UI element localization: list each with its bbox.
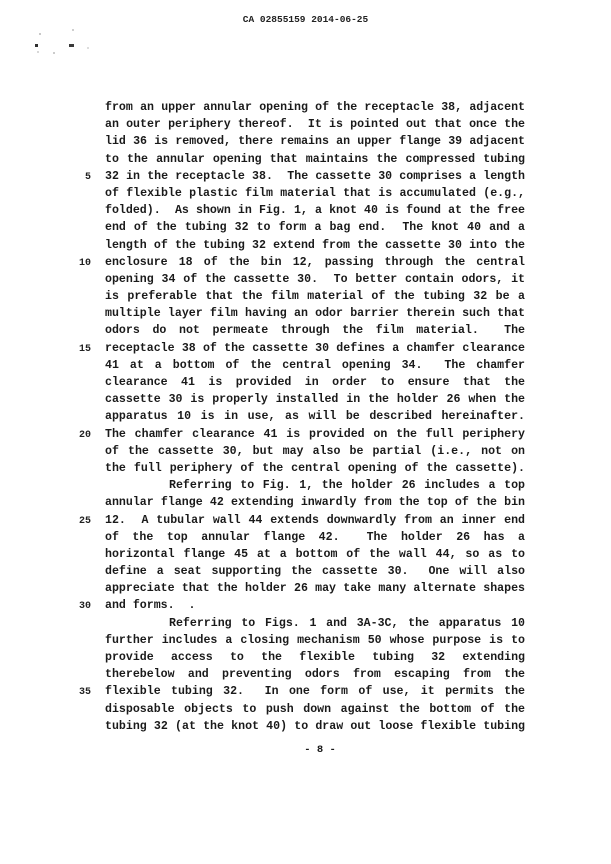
text-line xyxy=(65,288,525,305)
line-number: 20 xyxy=(78,429,91,441)
line-text: Referring to Fig. 1, the holder 26 includes a top xyxy=(169,479,525,493)
line-text: from an upper annular opening of the receptacle 38, adjacent xyxy=(105,101,525,114)
line-text: annular flange 42 extending inwardly from the top of the bin xyxy=(105,496,525,510)
text-line xyxy=(65,116,525,133)
text-line xyxy=(65,563,525,580)
line-number: 10 xyxy=(78,257,91,269)
text-line xyxy=(65,391,525,408)
text-line xyxy=(65,219,525,236)
document-body xyxy=(65,99,525,735)
text-line xyxy=(65,632,525,649)
line-number: 5 xyxy=(84,171,91,183)
text-line xyxy=(65,426,525,443)
line-text: end of the tubing 32 to form a bag end. The knot 40 and a xyxy=(105,221,525,235)
line-text: to the annular opening that maintains the compressed tubing xyxy=(105,152,525,166)
line-text: The chamfer clearance 41 is provided on the full periphery xyxy=(105,427,525,441)
line-text: opening 34 of the cassette 30. To better contain odors, it xyxy=(105,272,525,286)
text-line xyxy=(65,133,525,150)
line-text: clearance 41 is provided in order to ensure that the xyxy=(105,376,525,389)
text-line xyxy=(65,408,525,425)
line-text: and forms. . xyxy=(105,599,196,613)
line-text: 12. A tubular wall 44 extends downwardly from an inner end xyxy=(105,513,525,527)
text-line xyxy=(65,322,525,339)
line-text: tubing 32 (at the knot 40) to draw out loose flexible tubing xyxy=(105,719,525,733)
line-text: length of the tubing 32 extend from the cassette 30 into the xyxy=(105,238,525,252)
line-text: enclosure 18 of the bin 12, passing through the central xyxy=(105,255,525,269)
scan-speck xyxy=(72,29,74,31)
line-text: Referring to Figs. 1 and 3A-3C, the apparatus 10 xyxy=(169,616,525,630)
text-line xyxy=(65,460,525,477)
text-line xyxy=(65,512,525,529)
line-text: receptacle 38 of the cassette 30 defines a chamfer clearance xyxy=(105,341,525,355)
text-line xyxy=(65,701,525,718)
scan-speck xyxy=(69,44,74,47)
text-line xyxy=(65,443,525,460)
line-text: horizontal flange 45 at a bottom of the wall 44, so as to xyxy=(105,547,525,561)
line-number: 35 xyxy=(78,687,91,699)
line-number: 15 xyxy=(78,343,91,355)
text-line xyxy=(65,666,525,683)
line-text: 32 in the receptacle 38. The cassette 30 comprises a length xyxy=(105,169,525,183)
text-line xyxy=(65,580,525,597)
line-text: odors do not permeate through the film material. The xyxy=(105,324,525,338)
text-line xyxy=(65,340,525,357)
text-line xyxy=(65,374,525,391)
scan-speck xyxy=(39,33,41,35)
line-text: of the cassette 30, but may also be partial (i.e., not on xyxy=(105,444,525,458)
line-text: define a seat supporting the cassette 30. One will also xyxy=(105,565,525,579)
scan-speck xyxy=(87,47,89,49)
line-text: of the top annular flange 42. The holder 26 has a xyxy=(105,530,525,544)
line-text: appreciate that the holder 26 may take many alternate shapes xyxy=(105,582,525,596)
text-line xyxy=(65,254,525,271)
text-line xyxy=(65,529,525,546)
line-text: of flexible plastic film material that is accumulated (e.g., xyxy=(105,186,525,200)
text-line xyxy=(65,237,525,254)
line-text: cassette 30 is properly installed in the holder 26 when the xyxy=(105,393,525,407)
line-text: is preferable that the film material of the tubing 32 be a xyxy=(105,290,525,304)
line-text: further includes a closing mechanism 50 whose purpose is to xyxy=(105,633,525,647)
line-text: therebelow and preventing odors from escaping from the xyxy=(105,668,525,682)
text-line xyxy=(65,494,525,511)
text-line xyxy=(65,151,525,168)
line-text: the full periphery of the central opening of the cassette). xyxy=(105,461,525,475)
scan-speck xyxy=(53,52,55,54)
line-text: an outer periphery thereof. It is pointed out that once the xyxy=(105,118,525,132)
page-number: - 8 - xyxy=(304,744,336,756)
text-line xyxy=(65,546,525,563)
line-text: lid 36 is removed, there remains an upper flange 39 adjacent xyxy=(105,135,525,149)
text-line xyxy=(65,718,525,735)
line-text: 41 at a bottom of the central opening 34. The chamfer xyxy=(105,358,525,372)
line-text: provide access to the flexible tubing 32 extending xyxy=(105,651,525,664)
line-text: flexible tubing 32. In one form of use, it permits the xyxy=(105,685,525,699)
document-id-header: CA 02855159 2014-06-25 xyxy=(242,14,369,25)
text-line xyxy=(65,168,525,185)
text-line xyxy=(65,683,525,700)
text-line xyxy=(65,357,525,374)
line-text: folded). As shown in Fig. 1, a knot 40 is found at the free xyxy=(105,204,525,218)
text-line xyxy=(65,271,525,288)
text-line xyxy=(65,597,525,614)
text-line xyxy=(65,305,525,322)
scan-speck xyxy=(35,44,38,47)
text-line xyxy=(65,185,525,202)
line-number: 30 xyxy=(78,601,91,613)
text-line xyxy=(65,615,525,632)
line-number: 25 xyxy=(78,515,91,527)
text-line xyxy=(65,477,525,494)
scan-speck xyxy=(37,51,39,53)
text-line xyxy=(65,202,525,219)
line-text: apparatus 10 is in use, as will be described hereinafter. xyxy=(105,410,525,424)
text-line xyxy=(65,649,525,666)
line-text: disposable objects to push down against the bottom of the xyxy=(105,702,525,716)
line-text: multiple layer film having an odor barrier therein such that xyxy=(105,307,525,321)
text-line xyxy=(65,99,525,116)
